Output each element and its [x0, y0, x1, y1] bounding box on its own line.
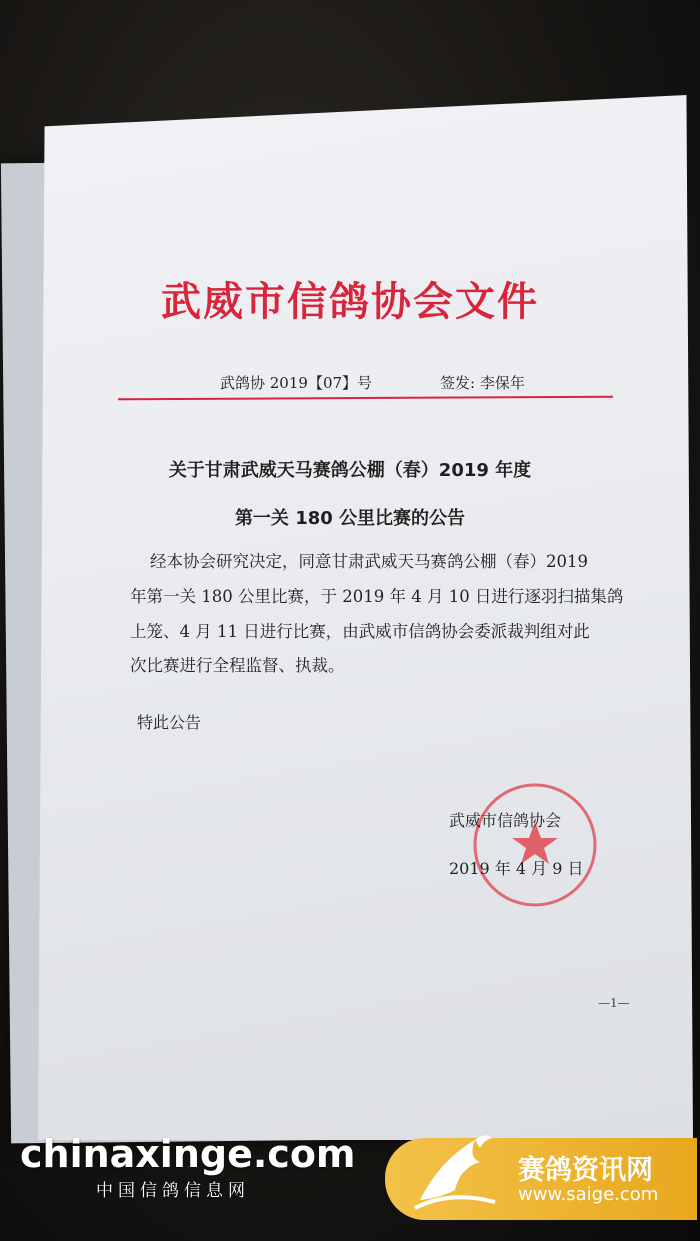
official-seal-stamp — [470, 780, 600, 910]
body-paragraph-line: 次比赛进行全程监督、执裁。 — [130, 656, 345, 675]
page-number: —1— — [598, 996, 630, 1010]
document-header-title: 武威市信鸽协会文件 — [161, 278, 539, 325]
watermark-chinaxinge-subtitle: 中国信鸽信息网 — [96, 1181, 250, 1201]
notice-title-line-1: 关于甘肃武威天马赛鸽公棚（春）2019 年度 — [168, 460, 532, 481]
body-paragraph-line: 上笼、4 月 11 日进行比赛，由武威市信鸽协会委派裁判组对此 — [130, 622, 590, 641]
body-paragraph-line: 经本协会研究决定，同意甘肃武威天马赛鸽公棚（春）2019 — [150, 552, 588, 571]
pigeon-logo-icon — [400, 1120, 510, 1220]
body-paragraph-line: 年第一关 180 公里比赛，于 2019 年 4 月 10 日进行逐羽扫描集鸽 — [130, 587, 624, 606]
document-signer: 签发: 李保年 — [440, 374, 525, 392]
document-number: 武鸽协 2019【07】号 — [220, 374, 373, 392]
signature-organization: 武威市信鸽协会 — [449, 811, 562, 830]
closing-remark: 特此公告 — [137, 713, 202, 732]
notice-title-line-2: 第一关 180 公里比赛的公告 — [234, 508, 466, 529]
watermark-saige-url: www.saige.com — [518, 1184, 659, 1205]
watermark-saige-name: 赛鸽资讯网 — [518, 1155, 653, 1186]
signature-date: 2019 年 4 月 9 日 — [449, 859, 584, 878]
watermark-chinaxinge: chinaxinge.com — [20, 1132, 356, 1176]
